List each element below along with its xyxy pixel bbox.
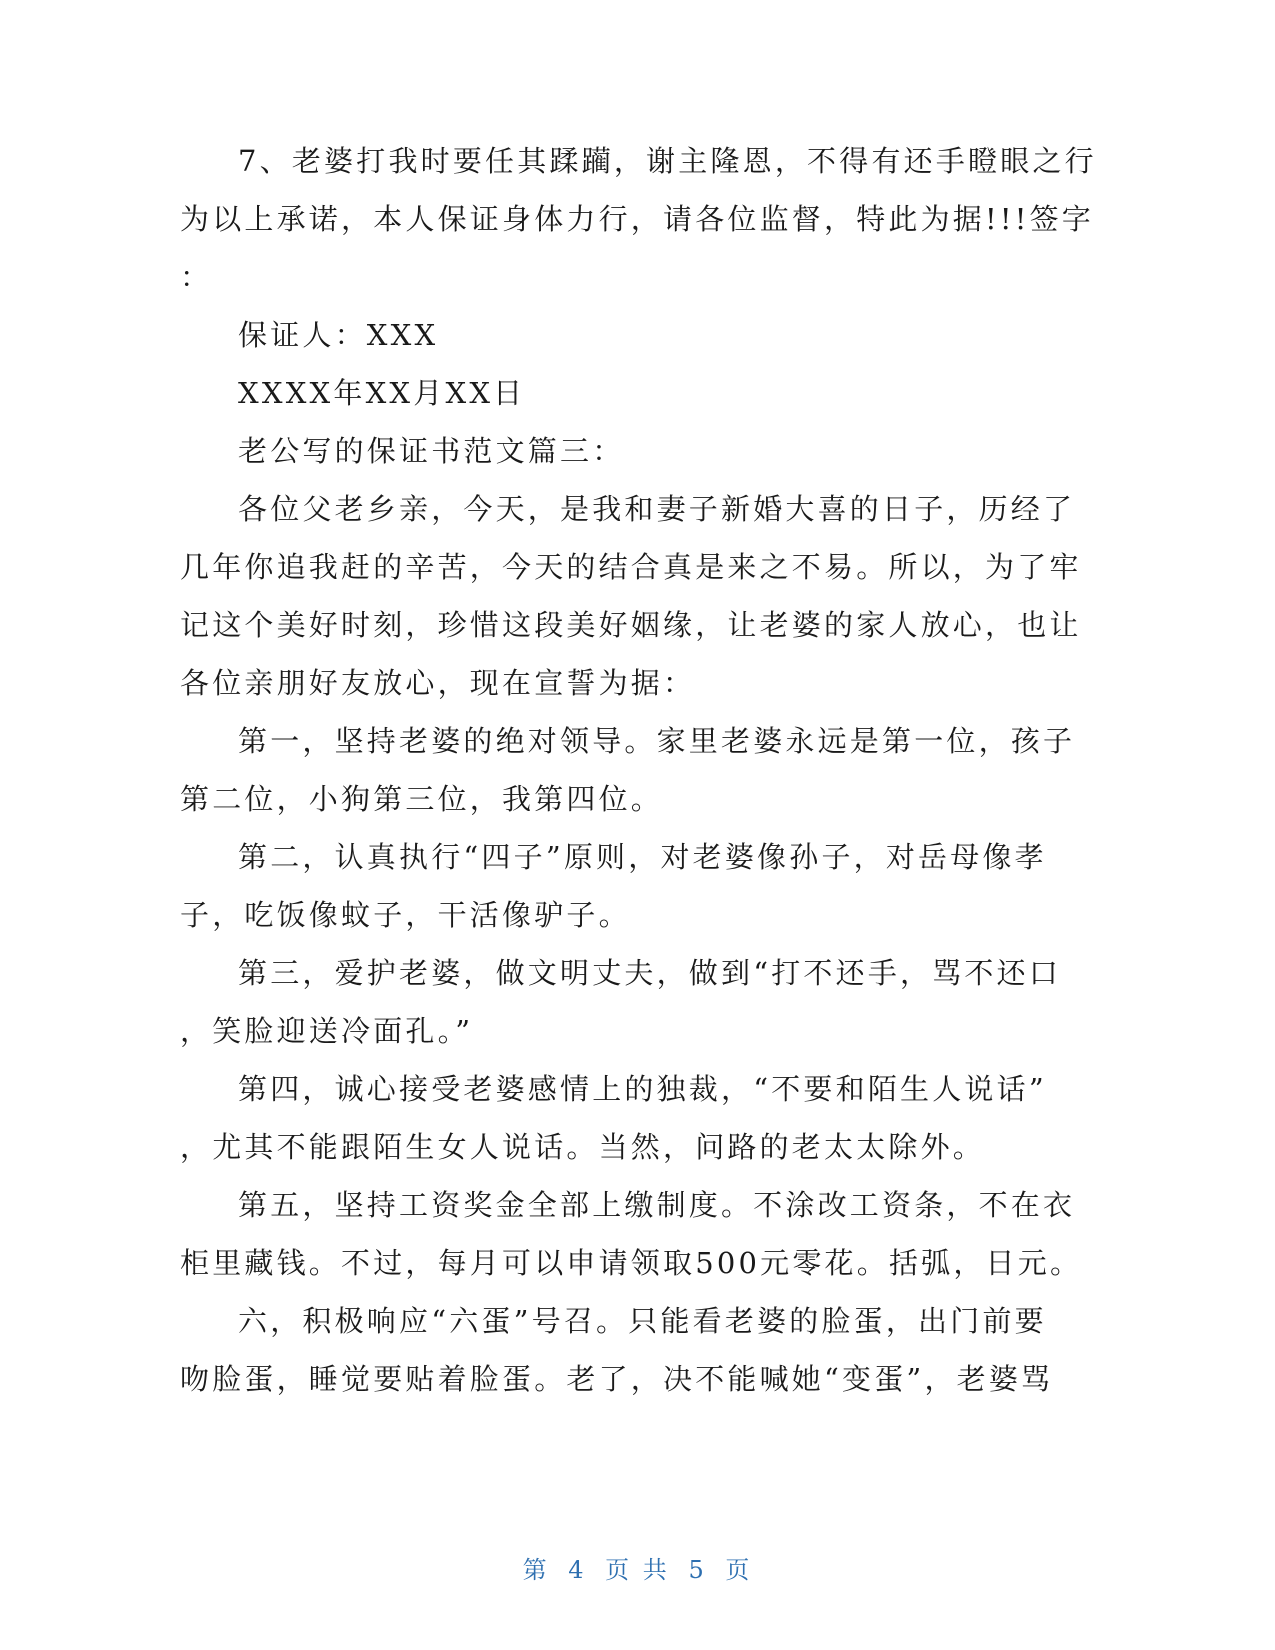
paragraph-line: 子，吃饭像蚊子，干活像驴子。 — [180, 898, 631, 932]
signer-line: 保证人：XXX — [238, 318, 439, 352]
paragraph-line: ： — [180, 260, 213, 294]
paragraph-line: 第一，坚持老婆的绝对领导。家里老婆永远是第一位，孩子 — [238, 724, 1076, 758]
footer-middle: 页 共 — [605, 1556, 670, 1584]
paragraph-line: 几年你追我赶的辛苦，今天的结合真是来之不易。所以，为了牢 — [180, 550, 1082, 584]
paragraph-line: 柜里藏钱。不过，每月可以申请领取500元零花。括弧，日元。 — [180, 1246, 1083, 1280]
paragraph-line: 7、老婆打我时要任其蹂躏，谢主隆恩，不得有还手瞪眼之行 — [238, 144, 1097, 178]
footer-prefix: 第 — [522, 1556, 550, 1584]
paragraph-line: ，笑脸迎送冷面孔。” — [180, 1014, 474, 1048]
paragraph-line: 各位亲朋好友放心，现在宣誓为据： — [180, 666, 696, 700]
paragraph-line: 为以上承诺，本人保证身体力行，请各位监督，特此为据!!!签字 — [180, 202, 1094, 236]
paragraph-line: 第四，诚心接受老婆感情上的独裁，“不要和陌生人说话” — [238, 1072, 1047, 1106]
paragraph-line: 第二位，小狗第三位，我第四位。 — [180, 782, 664, 816]
footer-page-number: 4 — [568, 1556, 587, 1584]
paragraph-line: 第五，坚持工资奖金全部上缴制度。不涂改工资条，不在衣 — [238, 1188, 1076, 1222]
section-heading: 老公写的保证书范文篇三： — [238, 434, 625, 468]
footer-suffix: 页 — [725, 1556, 753, 1584]
paragraph-line: 第三，爱护老婆，做文明丈夫，做到“打不还手，骂不还口 — [238, 956, 1062, 990]
paragraph-line: 记这个美好时刻，珍惜这段美好姻缘，让老婆的家人放心，也让 — [180, 608, 1082, 642]
page-footer — [0, 1550, 1275, 1585]
date-line: XXXX年XX月XX日 — [238, 376, 526, 410]
paragraph-line: ，尤其不能跟陌生女人说话。当然，问路的老太太除外。 — [180, 1130, 986, 1164]
paragraph-line: 吻脸蛋，睡觉要贴着脸蛋。老了，决不能喊她“变蛋”，老婆骂 — [180, 1362, 1054, 1396]
paragraph-line: 六，积极响应“六蛋”号召。只能看老婆的脸蛋，出门前要 — [238, 1304, 1047, 1338]
paragraph-line: 各位父老乡亲，今天，是我和妻子新婚大喜的日子，历经了 — [238, 492, 1076, 526]
paragraph-line: 第二，认真执行“四子”原则，对老婆像孙子，对岳母像孝 — [238, 840, 1047, 874]
footer-total-pages: 5 — [688, 1556, 707, 1584]
